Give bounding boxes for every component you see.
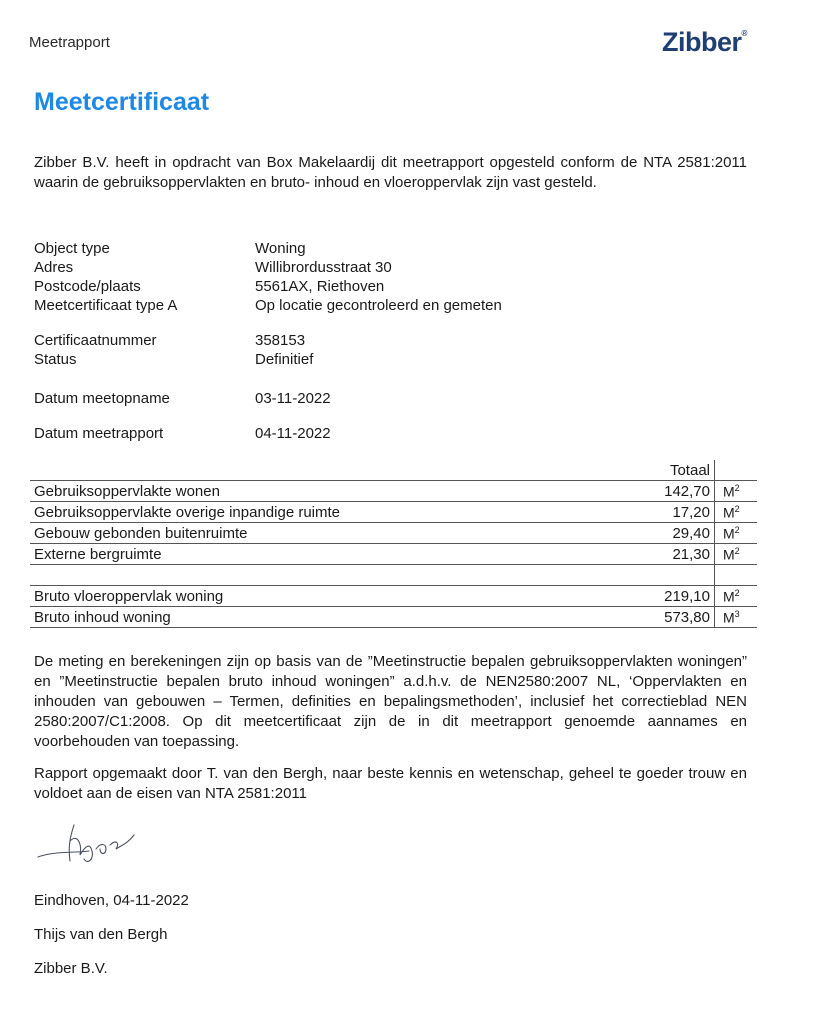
detail-row-report-date (34, 424, 594, 443)
measurement-date-details (34, 389, 594, 408)
row-label: Gebouw gebonden buitenruimte (34, 524, 248, 542)
intro-paragraph: Zibber B.V. heeft in opdracht van Box Makelaardij dit meetrapport opgesteld conform de NTA 2581:2011 waarin de gebruiksoppervlakten en bruto- inhoud en vloeroppervlak zijn vast gesteld. (34, 154, 747, 191)
row-label: Gebruiksoppervlakte overige inpandige ruimte (34, 503, 341, 521)
row-value: 21,30 (605, 544, 715, 564)
row-unit: $M^2$ (723, 482, 740, 500)
row-label: Gebruiksoppervlakte wonen (34, 482, 220, 500)
detail-value: 5561AX, Riethoven (255, 278, 385, 295)
row-value: 29,40 (605, 523, 715, 543)
detail-row-status (34, 350, 594, 369)
handwritten-signature (34, 815, 144, 870)
table-row (30, 607, 757, 628)
detail-label: Status (34, 351, 77, 368)
measurements-table (30, 460, 757, 628)
place-and-date: Eindhoven, 04-11-2022 (34, 892, 189, 909)
page-title: Meetcertificaat (34, 88, 210, 116)
detail-value: Woning (255, 240, 306, 257)
detail-label: Meetcertificaat type A (34, 297, 178, 314)
table-row (30, 502, 757, 523)
row-unit: $M^2$ (723, 587, 740, 605)
report-date-details (34, 424, 594, 443)
table-header-row (30, 460, 757, 481)
detail-value: Op locatie gecontroleerd en gemeten (255, 297, 502, 314)
company-name: Zibber B.V. (34, 960, 108, 977)
table-spacer-row (30, 565, 757, 586)
signatory-name: Thijs van den Bergh (34, 926, 168, 943)
detail-row-address (34, 258, 594, 277)
detail-value: 04-11-2022 (255, 425, 331, 442)
table-row (30, 523, 757, 544)
detail-value: 03-11-2022 (255, 390, 331, 407)
document-type-label: Meetrapport (29, 34, 110, 51)
row-unit: $M^2$ (723, 545, 740, 563)
detail-label: Datum meetopname (34, 390, 170, 407)
row-label: Bruto inhoud woning (34, 608, 171, 626)
detail-row-certificate-number (34, 331, 594, 350)
detail-label: Postcode/plaats (34, 278, 141, 295)
object-details (34, 239, 594, 315)
detail-value: Willibrordusstraat 30 (255, 259, 392, 276)
detail-value: 358153 (255, 332, 306, 349)
row-label: Externe bergruimte (34, 545, 162, 563)
table-row (30, 586, 757, 607)
registered-mark: ® (741, 29, 747, 38)
detail-row-postcode (34, 277, 594, 296)
methodology-paragraph: De meting en berekeningen zijn op basis van de ”Meetinstructie bepalen gebruiksoppervlakten woningen” en ”Meetinstructie bepalen bruto inhoud woningen” a.d.h.v. de NEN2580:2007 NL, ‘Oppervlakten en inhouden van gebouwen – Termen, definities en bepalingsmethoden’, inclusief het correctieblad NEN 2580:2007/C1:2008. Op dit meetcertificaat zijn de in dit meetrapport genoemde aannames en voorbehouden van toepassing. (34, 653, 747, 750)
certificate-details (34, 331, 594, 369)
detail-row-object-type (34, 239, 594, 258)
declaration-paragraph: Rapport opgemaakt door T. van den Bergh, naar beste kennis en wetenschap, geheel te goeder trouw en voldoet aan de eisen van NTA 2581:2011 (34, 765, 747, 802)
row-value: 142,70 (605, 481, 715, 501)
row-value: 573,80 (605, 607, 715, 627)
detail-label: Adres (34, 259, 74, 276)
row-value: 219,10 (605, 586, 715, 606)
table-row (30, 544, 757, 565)
detail-row-measurement-date (34, 389, 594, 408)
row-unit: $M^2$ (723, 524, 740, 542)
total-column-header: Totaal (605, 460, 715, 480)
detail-label: Certificaatnummer (34, 332, 157, 349)
table-row (30, 481, 757, 502)
logo-text: Zibber (662, 27, 742, 57)
detail-value: Definitief (255, 351, 314, 368)
row-unit: $M^2$ (723, 503, 740, 521)
zibber-logo (662, 27, 747, 58)
detail-label: Object type (34, 240, 110, 257)
row-value: 17,20 (605, 502, 715, 522)
detail-label: Datum meetrapport (34, 425, 164, 442)
detail-row-certificate-type (34, 296, 594, 315)
row-unit: $M^3$ (723, 608, 740, 626)
row-label: Bruto vloeroppervlak woning (34, 587, 224, 605)
